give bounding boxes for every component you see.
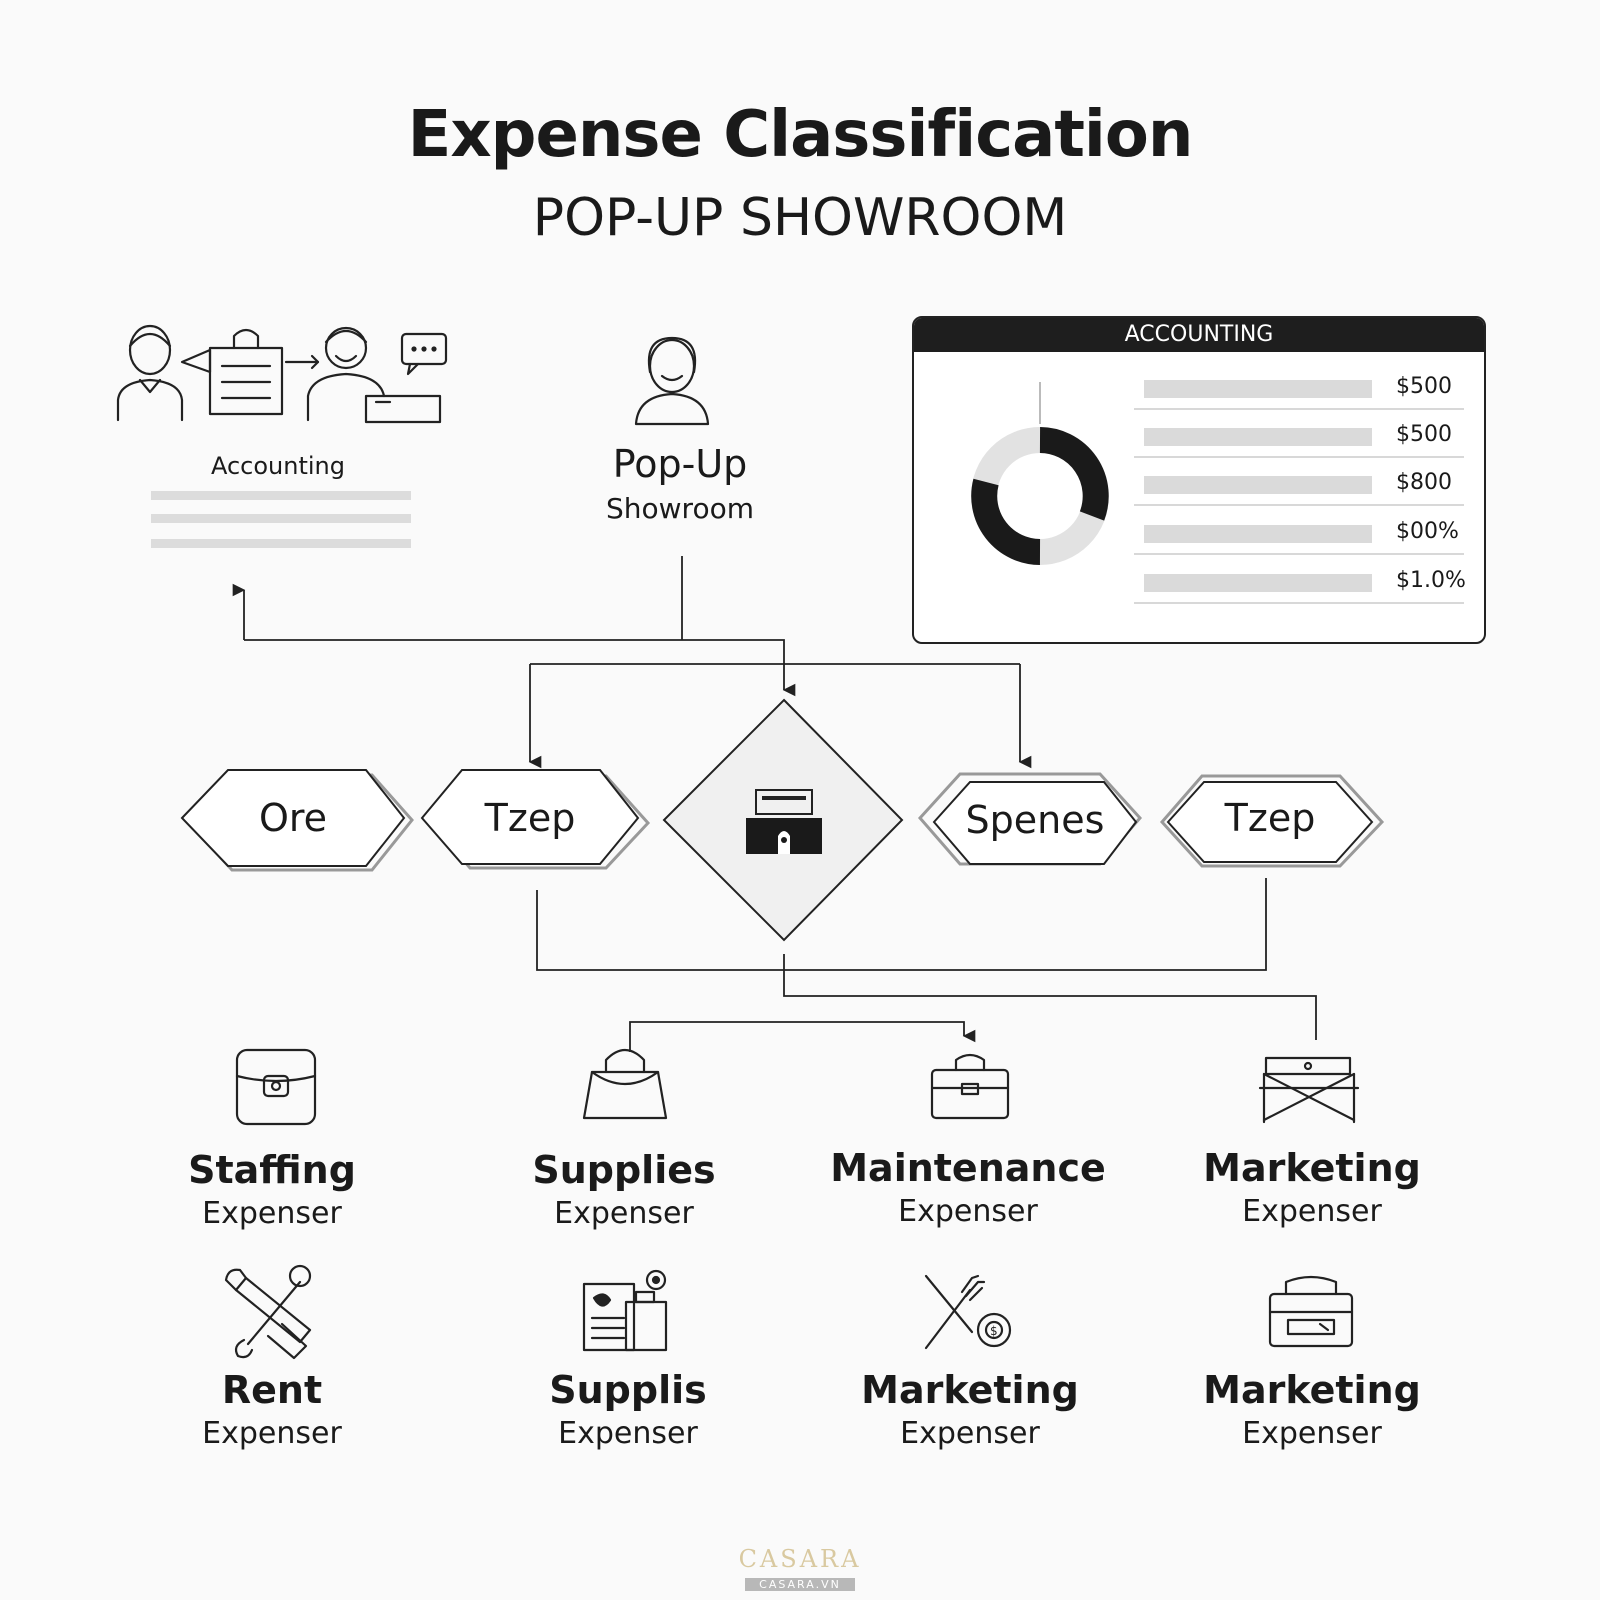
accounting-line — [151, 539, 411, 548]
panel-row-value: $00% — [1396, 519, 1459, 544]
category-title: Staffing — [188, 1148, 356, 1192]
page-title: Expense Classification — [407, 98, 1193, 172]
document-icon — [584, 1271, 666, 1350]
category-subtitle: Expenser — [202, 1196, 342, 1231]
display-stand-icon — [1260, 1058, 1358, 1122]
accounting-line — [151, 491, 411, 500]
category-title: Rent — [221, 1368, 323, 1412]
shopping-bag-icon — [584, 1050, 666, 1118]
panel-row-value: $1.0% — [1396, 568, 1466, 593]
panel-row-bar — [1144, 476, 1372, 494]
category-subtitle: Expenser — [558, 1416, 698, 1451]
category-title: Supplies — [532, 1148, 716, 1192]
category-subtitle: Expenser — [202, 1416, 342, 1451]
workflow-illustration-icon — [118, 326, 446, 422]
category-title: Marketing — [1203, 1146, 1421, 1190]
category-subtitle: Expenser — [1242, 1194, 1382, 1229]
category-subtitle: Expenser — [554, 1196, 694, 1231]
popup-title: Pop-Up — [612, 442, 748, 486]
panel-row-bar — [1144, 428, 1372, 446]
accounting-panel-header: ACCOUNTING — [914, 318, 1484, 352]
central-decision-diamond[interactable] — [664, 700, 902, 940]
category-subtitle: Expenser — [900, 1416, 1040, 1451]
panel-row — [1134, 464, 1464, 506]
panel-row-bar — [1144, 525, 1372, 543]
accounting-line — [151, 514, 411, 523]
hexagon-label-spenes: Spenes — [965, 798, 1105, 842]
category-subtitle: Expenser — [898, 1194, 1038, 1229]
panel-row — [1134, 513, 1464, 555]
category-title: Marketing — [1203, 1368, 1421, 1412]
watermark-url: CASARA.VN — [745, 1578, 855, 1591]
panel-row — [1134, 368, 1464, 410]
page-subtitle: POP-UP SHOWROOM — [532, 188, 1068, 248]
wallet-icon — [237, 1050, 315, 1124]
watermark-logo: CASARA — [738, 1545, 862, 1573]
handbag-icon — [932, 1055, 1008, 1118]
accounting-label: Accounting — [210, 452, 345, 480]
popup-subtitle: Showroom — [606, 492, 754, 525]
panel-row-value: $800 — [1396, 470, 1452, 495]
panel-row — [1134, 562, 1464, 604]
panel-row-bar — [1144, 574, 1372, 592]
hexagon-label-tzep: Tzep — [1224, 796, 1316, 840]
accounting-panel — [912, 316, 1486, 644]
category-title: Marketing — [861, 1368, 1079, 1412]
donut-chart-icon — [934, 378, 1114, 578]
person-icon — [636, 338, 708, 424]
hexagon-label-ore: Ore — [258, 796, 328, 840]
tools-coin-icon — [926, 1276, 1010, 1348]
category-subtitle: Expenser — [1242, 1416, 1382, 1451]
category-title: Maintenance — [830, 1146, 1106, 1190]
panel-row-bar — [1144, 380, 1372, 398]
toolbox-icon — [1270, 1277, 1352, 1346]
panel-row-value: $500 — [1396, 422, 1452, 447]
panel-row-value: $500 — [1396, 374, 1452, 399]
tools-icon — [226, 1266, 310, 1358]
hexagon-label-tzep: Tzep — [484, 796, 576, 840]
svg-text:$: $ — [990, 1324, 998, 1338]
panel-row — [1134, 416, 1464, 458]
category-title: Supplis — [549, 1368, 707, 1412]
